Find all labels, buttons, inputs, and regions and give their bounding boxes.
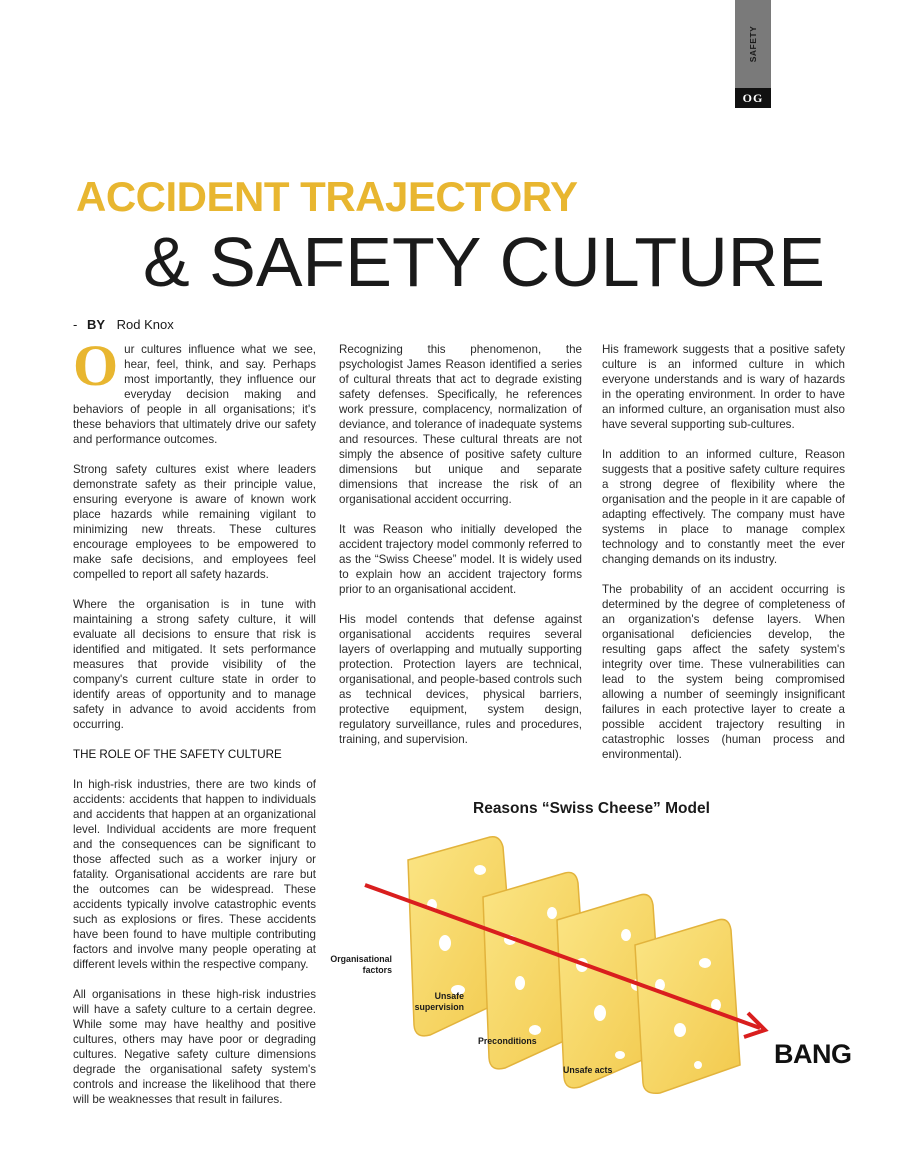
- article-column-3: [602, 342, 845, 777]
- byline-author: Rod Knox: [116, 317, 174, 332]
- article-column-2: [339, 342, 582, 762]
- paragraph: The probability of an accident occurring is determined by the degree of completeness of an organization's defense layers. When organisational deficiencies develop, the resulting gaps affect the safety system's integrity over time. These vulnerabilities can lead to the system being compromised allowing a number of seemingly insignificant failures in each protective layer to create a possible accident trajectory resulting in catastrophic losses (human process and environmental).: [602, 583, 845, 761]
- outcome-label: BANG: [774, 1039, 852, 1069]
- headline-line2: & SAFETY CULTURE: [143, 223, 825, 301]
- byline: [73, 317, 174, 332]
- magazine-badge: OG: [735, 88, 771, 108]
- section-label: SAFETY: [748, 25, 758, 63]
- cheese-slice-4: [635, 919, 740, 1093]
- paragraph: Our cultures influence what we see, hear, feel, think, and say. Perhaps most importantly, they influence our everyday decision making and behaviors of people in all organisations; it's these behaviors that ultimately drive our safety and performance outcomes.: [73, 333, 316, 446]
- paragraph: It was Reason who initially developed the accident trajectory model commonly referred to as the “Swiss Cheese” model. It is widely used to explain how an accident trajectory forms prior to an organisational accident.: [339, 523, 582, 596]
- byline-dash: -: [73, 317, 78, 332]
- label-organisational-factors: Organisational factors: [330, 954, 392, 975]
- paragraph: Strong safety cultures exist where leaders demonstrate safety as their principle value, ensuring everyone is aware of known work place hazards while remaining vigilant to minimizing new threats. These cultures encourage employees to be empowered to make safe decisions, and employees feel compelled to report all safety hazards.: [73, 463, 316, 581]
- section-tab: [735, 0, 771, 88]
- label-preconditions: Preconditions: [478, 1036, 537, 1046]
- label-unsafe-acts: Unsafe acts: [563, 1065, 613, 1075]
- paragraph: Where the organisation is in tune with maintaining a strong safety culture, it will evaluate all decisions to ensure that risk is identified and mitigated. It sets performance measures that provide visibility of the company's current culture state in order to identify areas of opportunity and to manage safety in advance to avoid accidents from occurring.: [73, 598, 316, 731]
- byline-by: BY: [86, 317, 106, 332]
- paragraph: His framework suggests that a positive safety culture is an informed culture in which everyone understands and is wary of hazards in the operating environment. In order to have an informed culture, an organisation must also have several supporting sub-cultures.: [602, 343, 845, 431]
- drop-cap: O: [73, 333, 119, 398]
- paragraph: In high-risk industries, there are two kinds of accidents: accidents that happen to individuals and accidents that happen at an organizational level. Individual accidents are more frequent and the consequences can be significant to those affected such as a worker injury or fatality. Organisational accidents are rare but the outcomes can be widespread. These accidents typically involve catastrophic events such as explosions or fires. These accidents have been found to have multiple contributing factors and involve many people operating at different levels within the respective company.: [73, 778, 316, 971]
- headline-line1: ACCIDENT TRAJECTORY: [76, 173, 578, 220]
- paragraph: All organisations in these high-risk industries will have a safety culture to a certain degree. While some may have healthy and positive cultures, others may have poor or degrading cultures. Negative safety culture dimensions degrade the organisational safety system's controls and increase the likelihood that there will be weaknesses that result in failures.: [73, 988, 316, 1106]
- article-column-1: [73, 333, 316, 1122]
- figure-title: Reasons “Swiss Cheese” Model: [473, 800, 710, 817]
- paragraph: Recognizing this phenomenon, the psychologist James Reason identified a series of cultural threats that act to degrade existing safety defenses. Specifically, he references work pressure, complacency, normalization of deviance, and tolerance of inadequate systems and resources. These cultural threats are not simply the absence of positive safety culture dimensions but unique and separate dimensions that increase the risk of an organisational accident occurring.: [339, 343, 582, 506]
- paragraph: In addition to an informed culture, Reason suggests that a positive safety culture requires a strong degree of flexibility where the organisation and the people in it are capable of adapting effectively. The company must have systems in place to manage complex technology and to constantly meet the ever changing demands on its industry.: [602, 448, 845, 566]
- subheading: THE ROLE OF THE SAFETY CULTURE: [73, 748, 282, 761]
- paragraph: His model contends that defense against organisational accidents requires several layers of overlapping and mutually supporting protection. Protection layers are technical, organisational, and people-based controls such as technical devices, physical barriers, protective equipment, system design, regulatory surveillance, rules and procedures, training, and supervision.: [339, 613, 582, 746]
- label-unsafe-supervision: Unsafe supervision: [414, 991, 464, 1012]
